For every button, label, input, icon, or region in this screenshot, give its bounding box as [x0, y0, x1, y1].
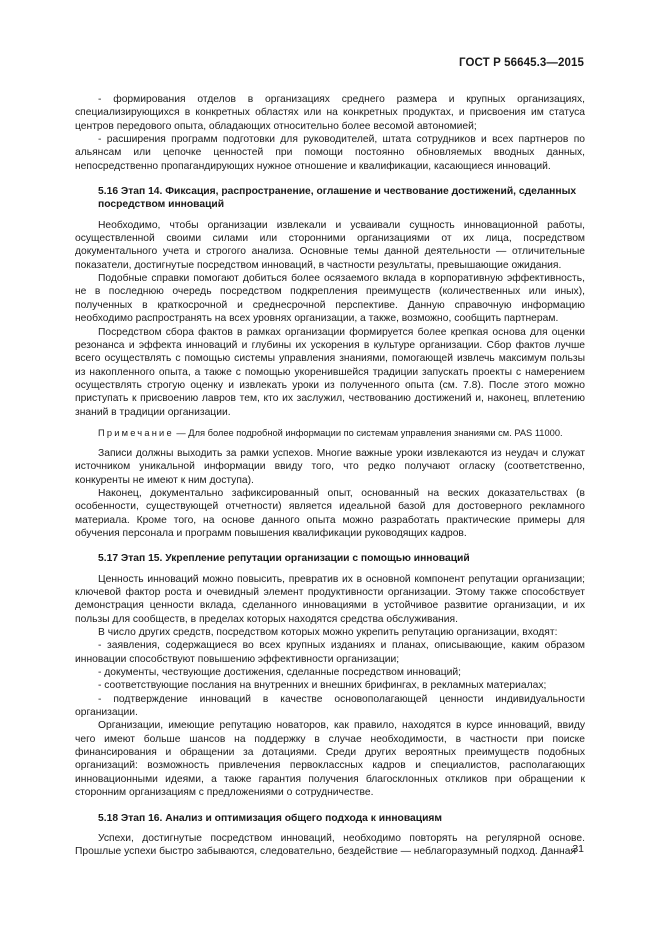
paragraph: Ценность инноваций можно повысить, превратив их в основной компонент репутации организации; ключевой фактор роста и очевидный элемент продуктивности организации. Этому также способствует демонстрация ценности вклада, сделанного инновациями в устойчивое развитие организации, и их пользы для сообществ, в пределах которых находятся средства обслуживания.: [75, 573, 585, 625]
paragraph: - расширения программ подготовки для руководителей, штата сотрудников и всех партнеров по альянсам или цепочке ценностей при помощи постоянно обновляемых вводных данных, непосредственно пропагандирующих нужное отношение и квалификации, касающиеся инноваций.: [75, 134, 585, 172]
note-label: Примечание: [98, 427, 174, 438]
standard-header: ГОСТ Р 56645.3—2015: [459, 57, 584, 69]
paragraph: - соответствующие послания на внутренних и внешних брифингах, в рекламных материалах;: [98, 680, 547, 692]
paragraph: - заявления, содержащиеся во всех крупных изданиях и планах, описывающие, каким образом инновации способствуют повышению эффективности организации;: [75, 640, 585, 665]
paragraph: - подтверждение инноваций в качестве основополагающей ценности индивидуальности организации.: [75, 693, 585, 719]
paragraph: Записи должны выходить за рамки успехов. Многие важные уроки извлекаются из неудач и служат источником уникальной информации ввиду того, что редко получают огласку (соответственно, конкуренты не имеют к ним доступа).: [75, 447, 585, 486]
paragraph: Наконец, документально зафиксированный опыт, основанный на веских доказательствах (в особенности, существующей отчетности) является идеальной базой для достоверного рекламного материала. Кроме того, на основе данного опыта можно разработать практические примеры для обучения персонала и программ повышения квалификации руководящих кадров.: [75, 487, 585, 539]
page-content: [75, 93, 585, 859]
paragraph: Подобные справки помогают добиться более осязаемого вклада в корпоративную эффективность, не в последнюю очередь посредством подкрепления преимуществ (количественных или иных), полученных в краткосрочной и среднесрочной перспективе. Данную справочную информацию необходимо распространять на всех уровнях организации, а также, возможно, сообщить партнерам.: [75, 273, 585, 325]
paragraph: - формирования отделов в организациях среднего размера и крупных организациях, специализирующихся в конкретных областях или на конкретных продуктах, и присвоения им статуса центров передового опыта, обладающих относительно более весомой автономией;: [75, 94, 585, 132]
section-heading: 5.18 Этап 16. Анализ и оптимизация общего подхода к инновациям: [98, 812, 443, 824]
paragraph: Успехи, достигнутые посредством инноваций, необходимо повторять на регулярной основе. Прошлые успехи быстро забываются, следовательно, бездействие — неблагоразумный подход. Данная: [75, 832, 585, 858]
paragraph: - документы, чествующие достижения, сделанные посредством инноваций;: [98, 667, 461, 679]
section-heading: 5.17 Этап 15. Укрепление репутации организации с помощью инноваций: [98, 553, 470, 565]
paragraph: Необходимо, чтобы организации извлекали и усваивали сущность инновационной работы, осуществленной своими силами или сторонними организациями от их лица, посредством документального учета и строгого анализа. Основные темы данной деятельности — отличительные показатели, достигнутые посредством инноваций, в частности результаты, превышающие ожидания.: [75, 219, 585, 271]
note-text: — Для более подробной информации по системам управления знаниями см. PAS 11000.: [173, 427, 563, 438]
paragraph: Организации, имеющие репутацию новаторов, как правило, находятся в курсе инноваций, ввиду чего имеют больше шансов на поддержку в случае необходимости, в частности при поиске финансирования и обращении за дотациями. Среди других вероятных преимуществ подобных организаций: возможность привлечения первоклассных кадров и специалистов, располагающих инновационными идеями, а также гарантия получения благосклонных откликов при обращении к сторонним организациям с предложениями о сотрудничестве.: [75, 720, 585, 799]
paragraph: В число других средств, посредством которых можно укрепить репутацию организации, входят:: [98, 627, 558, 639]
section-heading: 5.16 Этап 14. Фиксация, распространение, оглашение и чествование достижений, сделанных посредством инноваций: [98, 186, 577, 211]
page-number: 31: [572, 843, 584, 855]
paragraph: Посредством сбора фактов в рамках организации формируется более крепкая основа для оценки резонанса и эффекта инноваций и глубины их ускорения в культуре организации. Сбор фактов лучше всего осуществлять с помощью системы управления знаниями, помогающей извлечь максимум пользы из накопленного опыта, а также с помощью укоренившейся традиции запускать проекты с намерением осуществлять строгую оценку и извлекать уроки из полученного опыта (см. 7.8). После этого можно приступать к присвоению лавров тем, кто их заслужил, чествованию достижений и, наконец, вплетению знаний в традиции организации.: [75, 326, 585, 418]
note: [75, 427, 585, 439]
